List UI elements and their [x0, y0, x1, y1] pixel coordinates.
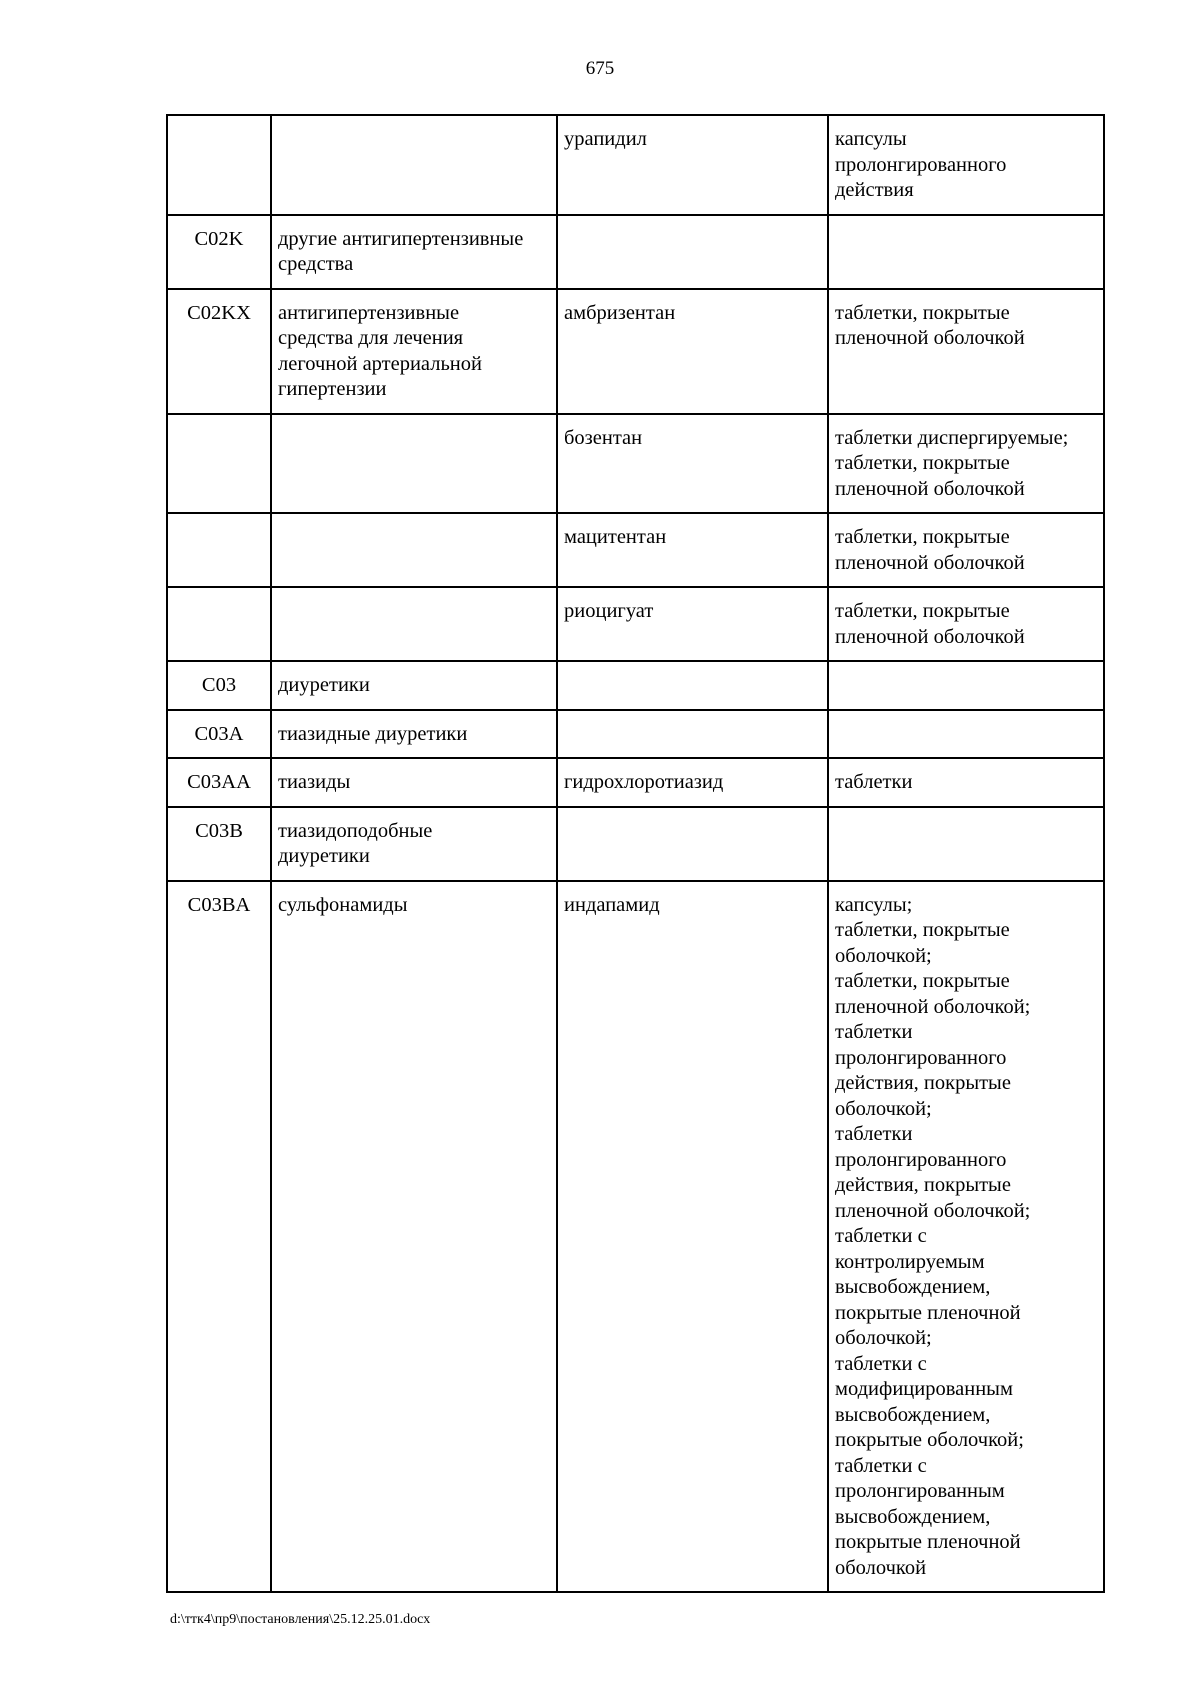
drug-cell: гидрохлоротиазид: [557, 758, 828, 807]
group-cell: другие антигипертензивные средства: [271, 215, 557, 289]
dosage-form-cell: капсулы; таблетки, покрытые оболочкой; таблетки, покрытые пленочной оболочкой; таблетки пролонгированного действия, покрытые оболочкой; таблетки пролонгированного действия, покрытые пленочной оболочкой; таблетки с контролируемым высвобождением, покрытые пленочной оболочкой; таблетки с модифицированным высвобождением, покрытые оболочкой; таблетки с пролонгированным высвобождением, покрытые пленочной оболочкой: [828, 881, 1104, 1593]
drug-classification-table: [166, 114, 1105, 1593]
group-cell: антигипертензивные средства для лечения легочной артериальной гипертензии: [271, 289, 557, 414]
atc-code-cell: C02KX: [167, 289, 271, 414]
group-cell: сульфонамиды: [271, 881, 557, 1593]
table-row: [167, 807, 1104, 881]
drug-cell: [557, 807, 828, 881]
dosage-form-cell: таблетки, покрытые пленочной оболочкой: [828, 289, 1104, 414]
dosage-form-cell: таблетки: [828, 758, 1104, 807]
group-cell: [271, 513, 557, 587]
dosage-form-cell: [828, 661, 1104, 710]
drug-cell: [557, 710, 828, 759]
dosage-form-cell: таблетки, покрытые пленочной оболочкой: [828, 587, 1104, 661]
atc-code-cell: C02K: [167, 215, 271, 289]
file-path-footer: d:\ттк4\пр9\постановления\25.12.25.01.docx: [170, 1612, 431, 1627]
page-number: 675: [585, 58, 615, 79]
table-row: [167, 881, 1104, 1593]
table-row: [167, 758, 1104, 807]
atc-code-cell: C03AA: [167, 758, 271, 807]
atc-code-cell: [167, 115, 271, 215]
drug-cell: мацитентан: [557, 513, 828, 587]
drug-cell: бозентан: [557, 414, 828, 514]
table-row: [167, 710, 1104, 759]
dosage-form-cell: [828, 215, 1104, 289]
atc-code-cell: C03A: [167, 710, 271, 759]
drug-cell: риоцигуат: [557, 587, 828, 661]
group-cell: диуретики: [271, 661, 557, 710]
atc-code-cell: [167, 587, 271, 661]
group-cell: [271, 587, 557, 661]
atc-code-cell: C03BA: [167, 881, 271, 1593]
table-row: [167, 661, 1104, 710]
table-row: [167, 587, 1104, 661]
table-row: [167, 414, 1104, 514]
drug-cell: индапамид: [557, 881, 828, 1593]
group-cell: [271, 414, 557, 514]
drug-cell: амбризентан: [557, 289, 828, 414]
dosage-form-cell: таблетки, покрытые пленочной оболочкой: [828, 513, 1104, 587]
atc-code-cell: C03B: [167, 807, 271, 881]
table-row: [167, 513, 1104, 587]
dosage-form-cell: капсулы пролонгированного действия: [828, 115, 1104, 215]
dosage-form-cell: [828, 710, 1104, 759]
dosage-form-cell: [828, 807, 1104, 881]
table-row: [167, 115, 1104, 215]
table-row: [167, 215, 1104, 289]
group-cell: тиазиды: [271, 758, 557, 807]
group-cell: [271, 115, 557, 215]
table-row: [167, 289, 1104, 414]
atc-code-cell: [167, 513, 271, 587]
drug-cell: урапидил: [557, 115, 828, 215]
dosage-form-cell: таблетки диспергируемые; таблетки, покрытые пленочной оболочкой: [828, 414, 1104, 514]
atc-code-cell: [167, 414, 271, 514]
group-cell: тиазидные диуретики: [271, 710, 557, 759]
atc-code-cell: C03: [167, 661, 271, 710]
drug-cell: [557, 215, 828, 289]
group-cell: тиазидоподобные диуретики: [271, 807, 557, 881]
drug-cell: [557, 661, 828, 710]
